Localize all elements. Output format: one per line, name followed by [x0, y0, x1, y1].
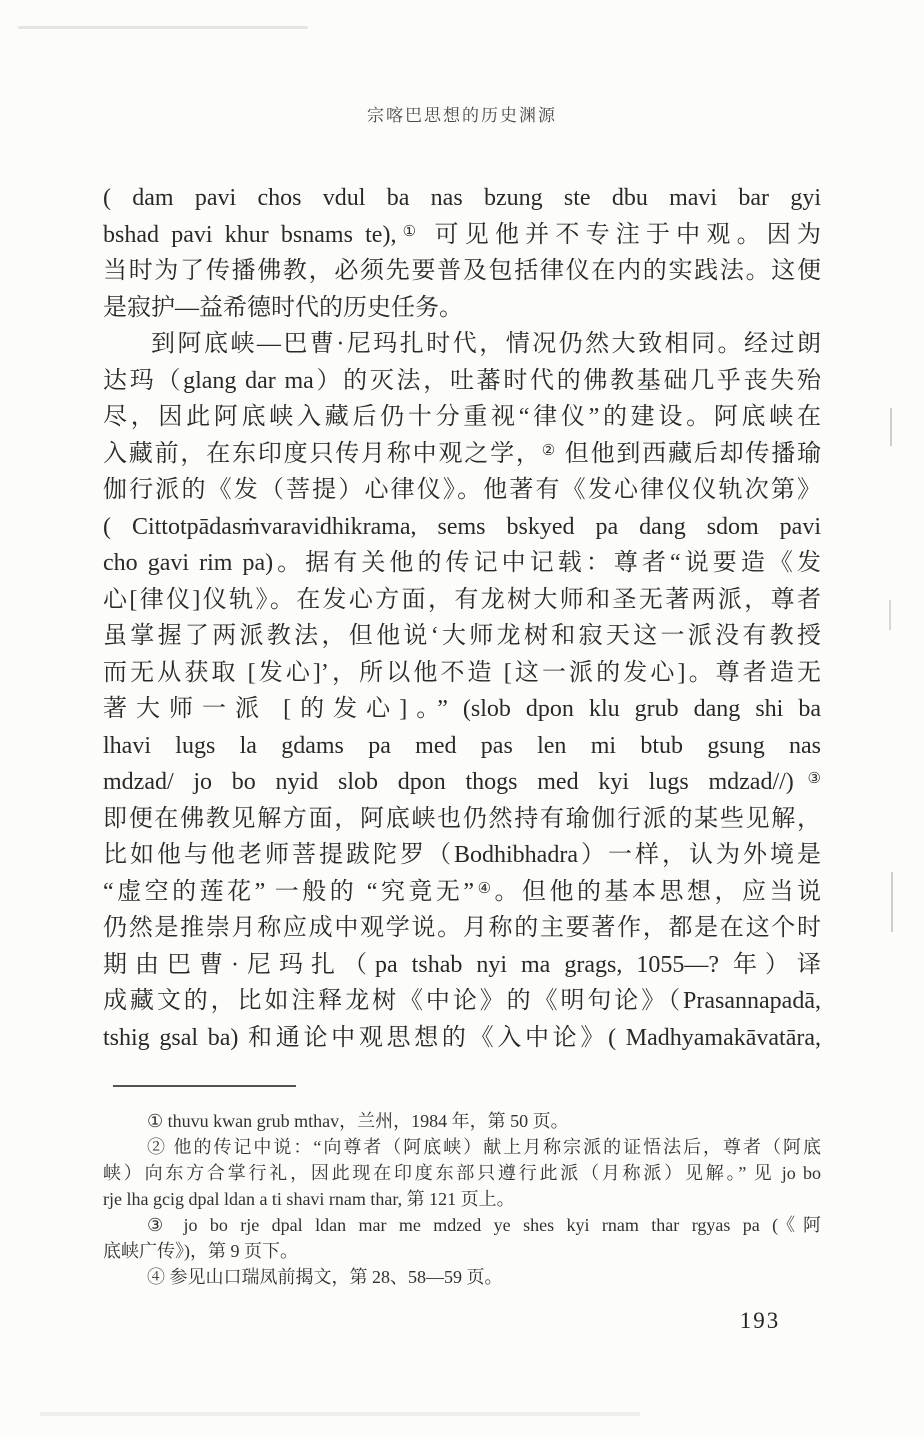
body-line: 是寂护—益希德时代的历史任务。: [103, 294, 463, 321]
scan-artifact: [891, 872, 893, 932]
body-line: 入藏前，在东印度只传月称中观之学，② 但他到西藏后却传播瑜: [103, 440, 821, 467]
body-line: 尽，因此阿底峡入藏后仍十分重视“律仪”的建设。阿底峡在: [103, 404, 821, 430]
body-line: 当时为了传播佛教，必须先要普及包括律仪在内的实践法。这便: [103, 258, 821, 284]
body-line: 虽掌握了两派教法，但他说‘大师龙树和寂天这一派没有教授: [103, 623, 821, 649]
footnotes: [103, 1108, 821, 1290]
body-line: 而无从获取 [发心]’，所以他不造 [这一派的发心]。尊者造无: [103, 659, 821, 686]
page-number: 193: [739, 1308, 781, 1333]
footnote-line: ② 他的传记中说：“向尊者（阿底峡）献上月称宗派的证悟法后，尊者（阿底: [147, 1137, 821, 1157]
body-line: mdzad/ jo bo nyid slob dpon thogs med kyi lugs mdzad//)③: [103, 769, 821, 795]
body-line: ( Cittotpādasṁvaravidhikrama, sems bskyed pa dang sdom pavi: [103, 513, 821, 540]
body-line: 著大师一派 [的发心]。” (slob dpon klu grub dang shi ba: [103, 696, 821, 722]
footnote-line: ④ 参见山口瑞凤前揭文，第 28、58—59 页。: [147, 1267, 503, 1287]
body-line: 即便在佛教见解方面，阿底峡也仍然持有瑜伽行派的某些见解，: [103, 805, 821, 832]
scan-artifact: [890, 408, 892, 446]
body-text: [103, 180, 821, 1056]
body-line: “虚空的莲花” 一般的 “究竟无”④。但他的基本思想，应当说: [103, 878, 821, 905]
body-line: 心[律仪]仪轨》。在发心方面，有龙树大师和圣无著两派，尊者: [103, 586, 821, 613]
footnote-line: rje lha gcig dpal ldan a ti shavi rnam thar, 第 121 页上。: [103, 1189, 515, 1209]
body-line: cho gavi rim pa)。据有关他的传记中记载：尊者“说要造《发: [103, 550, 821, 576]
footnote-line: 峡）向东方合掌行礼，因此现在印度东部只遵行此派（月称派）见解。” 见 jo bo: [103, 1163, 821, 1183]
footnote-line: 底峡广传》)，第 9 页下。: [103, 1241, 298, 1261]
body-line: bshad pavi khur bsnams te),① 可见他并不专注于中观。因为: [103, 221, 821, 248]
scan-artifact: [18, 26, 308, 29]
running-head: 宗喀巴思想的历史渊源: [367, 106, 557, 125]
body-line: lhavi lugs la gdams pa med pas len mi btub gsung nas: [103, 732, 821, 759]
body-line: ( dam pavi chos vdul ba nas bzung ste dbu mavi bar gyi: [103, 185, 821, 211]
body-line: 伽行派的《发（菩提）心律仪》。他著有《发心律仪仪轨次第》: [103, 477, 821, 503]
footnote-divider: [113, 1085, 296, 1087]
body-line: tshig gsal ba) 和通论中观思想的《入中论》( Madhyamakāvatāra,: [103, 1024, 821, 1051]
footnote-line: ③ jo bo rje dpal ldan mar me mdzed ye shes kyi rnam thar rgyas pa (《阿: [147, 1215, 821, 1235]
body-line: 期由巴曹·尼玛扎（pa tshab nyi ma grags, 1055—? 年）译: [103, 951, 821, 978]
scan-artifact: [40, 1412, 640, 1416]
body-line: 达玛（glang dar ma）的灭法，吐蕃时代的佛教基础几乎丧失殆: [103, 367, 821, 394]
scan-artifact: [889, 600, 891, 630]
body-line: 成藏文的，比如注释龙树《中论》的《明句论》（Prasannapadā,: [103, 988, 821, 1014]
body-line: 到阿底峡—巴曹·尼玛扎时代，情况仍然大致相同。经过朗: [151, 331, 821, 357]
body-line: 比如他与他老师菩提跋陀罗（Bodhibhadra）一样，认为外境是: [103, 842, 821, 868]
body-line: 仍然是推崇月称应成中观学说。月称的主要著作，都是在这个时: [103, 915, 821, 941]
footnote-line: ① thuvu kwan grub mthav，兰州，1984 年，第 50 页。: [147, 1111, 569, 1131]
